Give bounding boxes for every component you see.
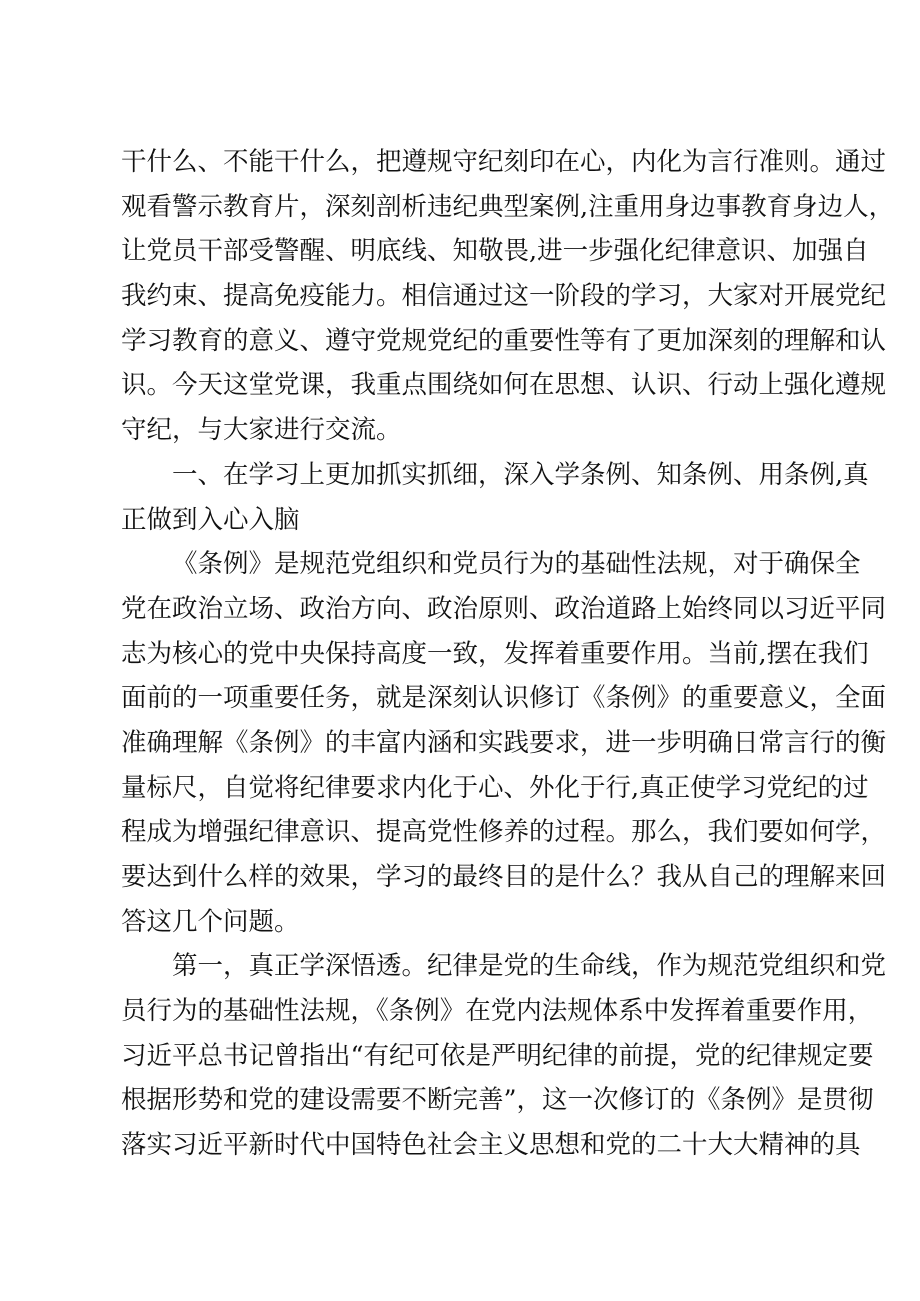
text-line: 面前的一项重要任务，就是深刻认识修订《条例》的重要意义，全面 <box>121 683 887 714</box>
paragraph-first-point <box>121 944 887 1167</box>
text-line: 答这几个问题。 <box>121 906 300 937</box>
text-line: 习近平总书记曾指出“有纪可依是严明纪律的前提，党的纪律规定要 <box>121 1040 874 1071</box>
text-line: 员行为的基础性法规，《条例》在党内法规体系中发挥着重要作用， <box>121 996 874 1027</box>
text-line: 干什么、不能干什么，把遵规守纪刻印在心，内化为言行准则。通过 <box>121 147 887 177</box>
text-line: 要达到什么样的效果，学习的最终目的是什么？我从自己的理解来回 <box>121 862 887 892</box>
section-heading-one <box>121 453 869 542</box>
text-line: 量标尺，自觉将纪律要求内化于心、外化于行,真正使学习党纪的过 <box>121 772 869 803</box>
text-line: 程成为增强纪律意识、提高党性修养的过程。那么，我们要如何学， <box>121 817 887 848</box>
text-line: 《条例》是规范党组织和党员行为的基础性法规，对于确保全 <box>172 549 861 580</box>
document-body <box>121 140 895 1168</box>
text-line: 准确理解《条例》的丰富内涵和实践要求，进一步明确日常言行的衡 <box>121 727 887 758</box>
text-line: 学习教育的意义、遵守党规党纪的重要性等有了更加深刻的理解和认 <box>121 325 887 356</box>
paragraph-regulations <box>121 542 887 944</box>
text-line: 我约束、提高免疫能力。相信通过这一阶段的学习，大家对开展党纪 <box>121 281 887 312</box>
text-line: 党在政治立场、政治方向、政治原则、政治道路上始终同以习近平同 <box>121 593 887 624</box>
text-line: 志为核心的党中央保持高度一致，发挥着重要作用。当前,摆在我们 <box>121 638 869 669</box>
paragraph-intro-continuation <box>121 140 895 453</box>
text-line: 让党员干部受警醒、明底线、知敬畏,进一步强化纪律意识、加强自 <box>121 236 869 267</box>
heading-line: 一、在学习上更加抓实抓细，深入学条例、知条例、用条例,真 <box>172 459 869 490</box>
text-line: 观看警示教育片，深刻剖析违纪典型案例,注重用身边事教育身边人， <box>121 191 895 222</box>
text-line: 守纪，与大家进行交流。 <box>121 415 402 446</box>
text-line: 识。今天这堂党课，我重点围绕如何在思想、认识、行动上强化遵规 <box>121 370 887 401</box>
heading-line: 正做到入心入脑 <box>121 504 300 535</box>
text-line: 根据形势和党的建设需要不断完善”，这一次修订的《条例》是贯彻 <box>121 1085 874 1116</box>
text-line: 落实习近平新时代中国特色社会主义思想和党的二十大大精神的具 <box>121 1130 861 1161</box>
text-line: 第一，真正学深悟透。纪律是党的生命线，作为规范党组织和党 <box>172 951 887 982</box>
